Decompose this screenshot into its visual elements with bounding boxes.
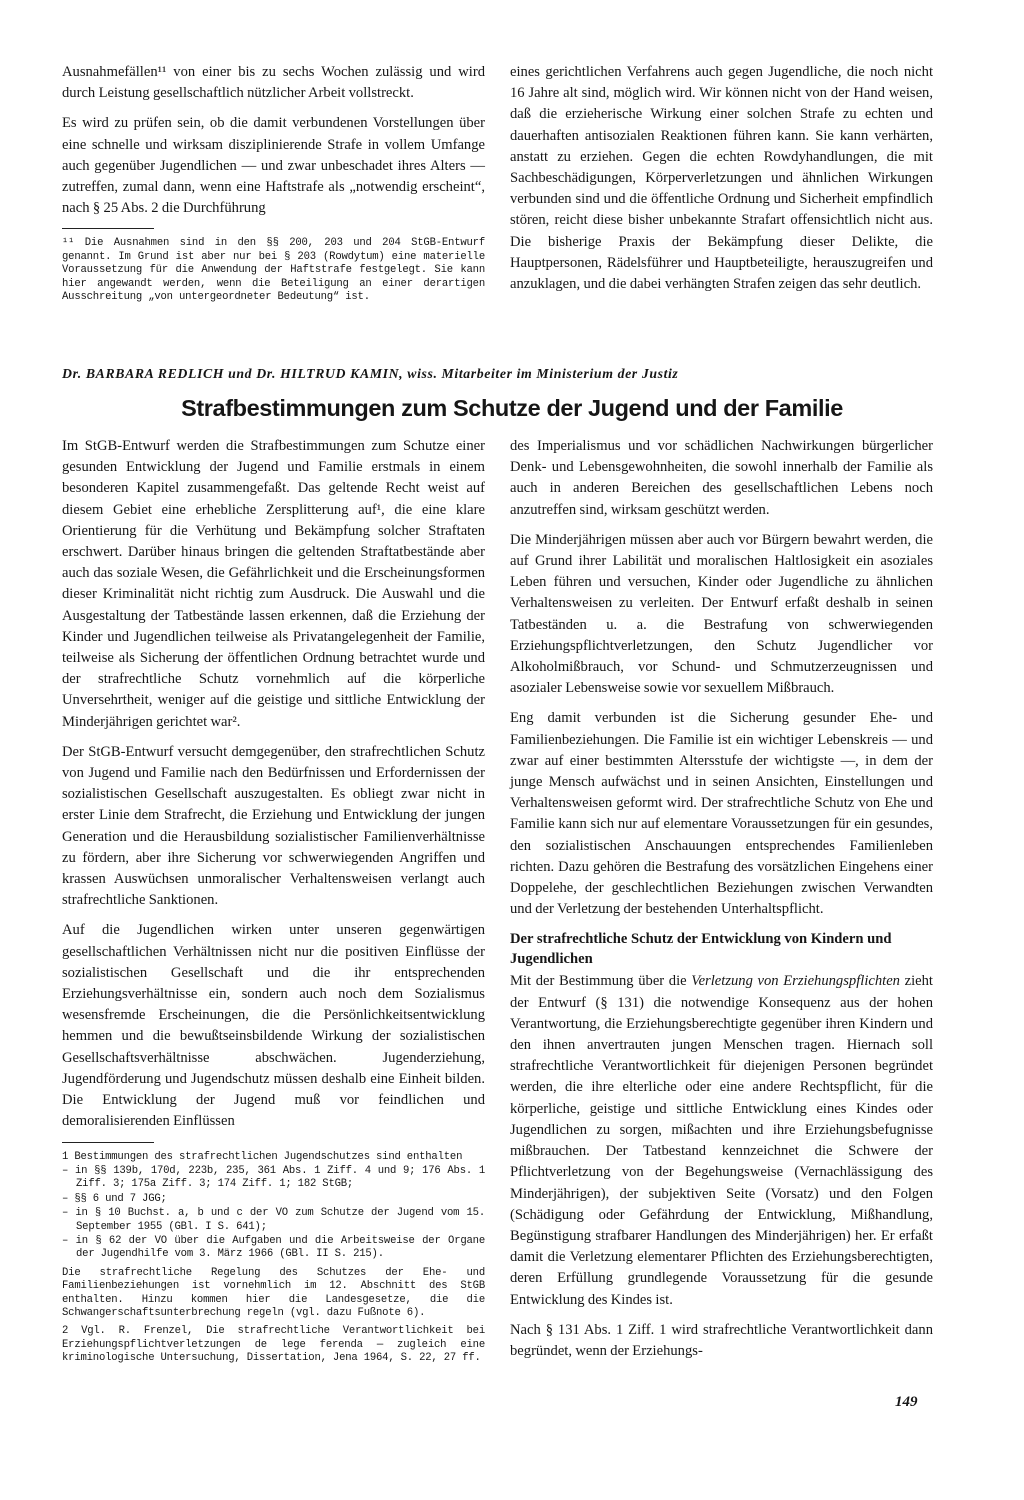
paragraph: Nach § 131 Abs. 1 Ziff. 1 wird strafrechtliche Verantwortlichkeit dann begründet, wenn der Erziehungs- — [510, 1321, 933, 1359]
top-left-column — [62, 62, 485, 305]
paragraph: Ausnahmefällen¹¹ von einer bis zu sechs Wochen zulässig und wird durch Leistung gesellschaftlich nützlicher Arbeit vollstreckt. — [62, 64, 485, 102]
paragraph: eines gerichtlichen Verfahrens auch gegen Jugendliche, die noch nicht 16 Jahre alt sind, möglich wird. Wir können nicht von der Hand weisen, daß die erzieherische Wirkung einer solchen Strafe zu echten und dauerhaften antisozialen Reaktionen führen kann. Sie kann verhärten, anstatt zu erziehen. Gegen die echten Rowdyhandlungen, die mit Sachbeschädigungen, Körperverletzungen und ähnlichen Wirkungen verbunden sind und die öffentliche Ordnung und Sicherheit empfindlich stören, reicht diese bisher unbekannte Strafart offensichtlich nicht aus. Die bisherige Praxis der Bekämpfung dieser Delikte, die Hauptpersonen, Rädelsführer und Hauptbeteiligte, herauszugreifen und anzuklagen, und die dabei verhängten Strafen zeigen das sehr deutlich. — [510, 64, 933, 293]
top-right-column — [510, 62, 933, 304]
article-author: Dr. BARBARA REDLICH und Dr. HILTRUD KAMIN, wiss. Mitarbeiter im Ministerium der Justiz — [62, 366, 679, 381]
section-heading: Der strafrechtliche Schutz der Entwicklung von Kindern und Jugendlichen — [510, 931, 892, 968]
italic-term: Verletzung von Erziehungspflichten — [691, 973, 900, 990]
footnote-divider — [62, 228, 154, 229]
paragraph: Eng damit verbunden ist die Sicherung gesunder Ehe- und Familienbeziehungen. Die Familie ist ein wichtiger Lebenskreis — und zwar auf einer bestimmten Altersstufe der wichtigste —, in dem der junge Mensch aufwächst und in seinen Ansichten, Einstellungen und Verhaltensweisen geformt wird. Der strafrechtliche Schutz von Ehe und Familie kann sich nur auf elementare Voraussetzungen für ein gesundes, den sozialistischen Anschauungen entsprechendes Familienleben richten. Dazu gehören die Bestrafung des vorsätzlichen Eingehens einer Doppelehe, der geschlechtlichen Beziehungen zwischen Verwandten und der Verletzung der bestehenden Unterhaltspflicht. — [510, 710, 933, 918]
article-title: Strafbestimmungen zum Schutze der Jugend und der Familie — [181, 395, 843, 421]
paragraph — [510, 971, 933, 1310]
article-left-column — [62, 436, 485, 1367]
footnote-1-intro: 1 Bestimmungen des strafrechtlichen Jugendschutzes sind enthalten — [62, 1150, 463, 1163]
paragraph: Die Minderjährigen müssen aber auch vor Bürgern bewahrt werden, die auf Grund ihrer Labilität und moralischen Haltlosigkeit ein asoziales Leben führen und versuchen, Kinder oder Jugendliche zu ähnlichen Verhaltensweisen zu verleiten. Der Entwurf erfaßt deshalb in seinen Tatbeständen u. a. die Bestrafung von schwerwiegenden Erziehungspflichtverletzungen, den Schutz Jugendlicher vor Alkoholmißbrauch, vor Schund- und Schmutzerzeugnissen und asozialer Lebensweise sowie vor sexuellem Mißbrauch. — [510, 531, 933, 697]
footnote-1-item: – in § 10 Buchst. a, b und c der VO zum Schutze der Jugend vom 15. September 1955 (GBl. I S. 641); — [62, 1207, 485, 1233]
paragraph: Es wird zu prüfen sein, ob die damit verbundenen Vorstellungen über eine schnelle und wirksam disziplinierende Strafe in vollem Umfange auch gegenüber Jugendlichen — und zwar unbeschadet ihres Alters — zutreffen, zumal dann, wenn eine Haftstrafe als „notwendig erscheint“, nach § 25 Abs. 2 die Durchführung — [62, 115, 485, 217]
footnote-1-item: – in § 62 der VO über die Aufgaben und die Arbeitsweise der Organe der Jugendhilfe vom 3. März 1966 (GBl. II S. 215). — [62, 1234, 485, 1261]
footnote-11: ¹¹ Die Ausnahmen sind in den §§ 200, 203 und 204 StGB-Entwurf genannt. Im Grund ist aber nur bei § 203 (Rowdytum) eine materielle Voraussetzung für die Anwendung der Haftstrafe festgelegt. Sie kann hier angewandt werden, wenn die Beteiligung an einer derartigen Ausschreitung „von untergeordneter Bedeutung“ ist. — [62, 237, 485, 304]
footnote-1-item: – in §§ 139b, 170d, 223b, 235, 361 Abs. 1 Ziff. 4 und 9; 176 Abs. 1 Ziff. 3; 175a Ziff. 3; 174 Ziff. 1; 182 StGB; — [62, 1164, 485, 1191]
page-number: 149 — [895, 1394, 918, 1410]
footnote-2: 2 Vgl. R. Frenzel, Die strafrechtliche Verantwortlichkeit bei Erziehungspflichtverletzungen de lege ferenda — zugleich eine kriminologische Untersuchung, Dissertation, Jena 1964, S. 22, 27 ff. — [62, 1325, 485, 1365]
paragraph: des Imperialismus und vor schädlichen Nachwirkungen bürgerlicher Denk- und Lebensgewohnheiten, die sowohl innerhalb der Familie als auch in anderen Bereichen des gesellschaftlichen Lebens noch anzutreffen sind, wirksam geschützt werden. — [510, 438, 933, 518]
paragraph: Auf die Jugendlichen wirken unter unseren gegenwärtigen gesellschaftlichen Verhältnissen nicht nur die positiven Einflüsse der sozialistischen Gesellschaft und die ihr entsprechenden Erziehungsverhältnisse ein, sondern auch noch dem Sozialismus wesensfremde Erscheinungen, die die Persönlichkeitsentwicklung hemmen und die bewußtseinsbildende Wirkung der sozialistischen Gesellschaftsverhältnisse abschwächen. Jugenderziehung, Jugendförderung und Jugendschutz müssen deshalb eine Einheit bilden. Die Entwicklung der Jugend muß vor feindlichen und demoralisierenden Einflüssen — [62, 922, 485, 1130]
text-run: Mit der Bestimmung über die — [510, 973, 692, 990]
footnote-divider — [62, 1142, 154, 1143]
paragraph: Der StGB-Entwurf versucht demgegenüber, den strafrechtlichen Schutz von Jugend und Familie nach den Bedürfnissen und Erfordernissen der sozialistischen Gesellschaft auszugestalten. Es obliegt zwar nicht in erster Linie dem Strafrecht, die Erziehung und Entwicklung der jungen Generation und die Herausbildung sozialistischer Familienverhältnisse zu fördern, aber ihre Sicherung vor schwerwiegenden Angriffen und krassen Auswüchsen unmoralischer Verhaltensweisen verlangt auch strafrechtliche Sanktionen. — [62, 743, 485, 909]
text-run: zieht der Entwurf (§ 131) die notwendige Konsequenz aus der hohen Verantwortung, die Erziehungsberechtigte gegenüber ihren Kindern und den ihnen anvertrauten jungen Menschen tragen. Hiernach soll strafrechtliche Verantwortlichkeit für diejenigen Personen begründet werden, die ihre elterliche oder eine andere Rechtspflicht, für die körperliche, geistige und sittliche Entwicklung eines Kindes oder Jugendlichen zu sorgen, mißachten und ihre Erziehungsbefugnisse mißbrauchen. Der Tatbestand kennzeichnet die Schwere der Pflichtverletzung von der Begehungsweise (Vernachlässigung des Minderjährigen), der subjektiven Seite (Vorsatz) und den Folgen (Schädigung oder Gefährdung der Entwicklung, Mißhandlung, Begünstigung strafbarer Handlungen des Minderjährigen) her. Er erfaßt damit die Verletzung elementarer Pflichten des Erziehungsberechtigten, deren Erfüllung grundlegende Voraussetzung für die gesunde Entwicklung des Kindes ist. — [510, 973, 933, 1308]
footnote-1-note: Die strafrechtliche Regelung des Schutzes der Ehe- und Familienbeziehungen ist vornehmlich im 12. Abschnitt des StGB enthalten. Hinzu kommen hier die Landesgesetze, die die Schwangerschaftsunterbrechung regeln (vgl. dazu Fußnote 6). — [62, 1266, 485, 1319]
footnote-1-item: – §§ 6 und 7 JGG; — [62, 1192, 167, 1205]
article-right-column — [510, 436, 933, 1371]
paragraph: Im StGB-Entwurf werden die Strafbestimmungen zum Schutze einer gesunden Entwicklung der Jugend und Familie erstmals in einem besonderen Kapitel zusammengefaßt. Das geltende Recht weist auf diesem Gebiet eine erhebliche Zersplitterung auf¹, die eine klare Orientierung für die Verhütung und Bekämpfung solcher Straftaten erschwert. Darüber hinaus bringen die geltenden Straftatbestände aber auch das soziale Wesen, die Gefährlichkeit und die Erscheinungsformen dieser Kriminalität nicht richtig zum Ausdruck. Die Auswahl und die Ausgestaltung der Tatbestände lassen erkennen, daß die Erziehung der Kinder und Jugendlichen teilweise als Privatangelegenheit der Familie, teilweise als Sicherung der öffentlichen Ordnung betrachtet wurde und der strafrechtliche Schutz vornehmlich auf die körperliche Unversehrtheit, weniger auf die geistige und sittliche Entwicklung der Minderjährigen gerichtet war². — [62, 438, 485, 730]
